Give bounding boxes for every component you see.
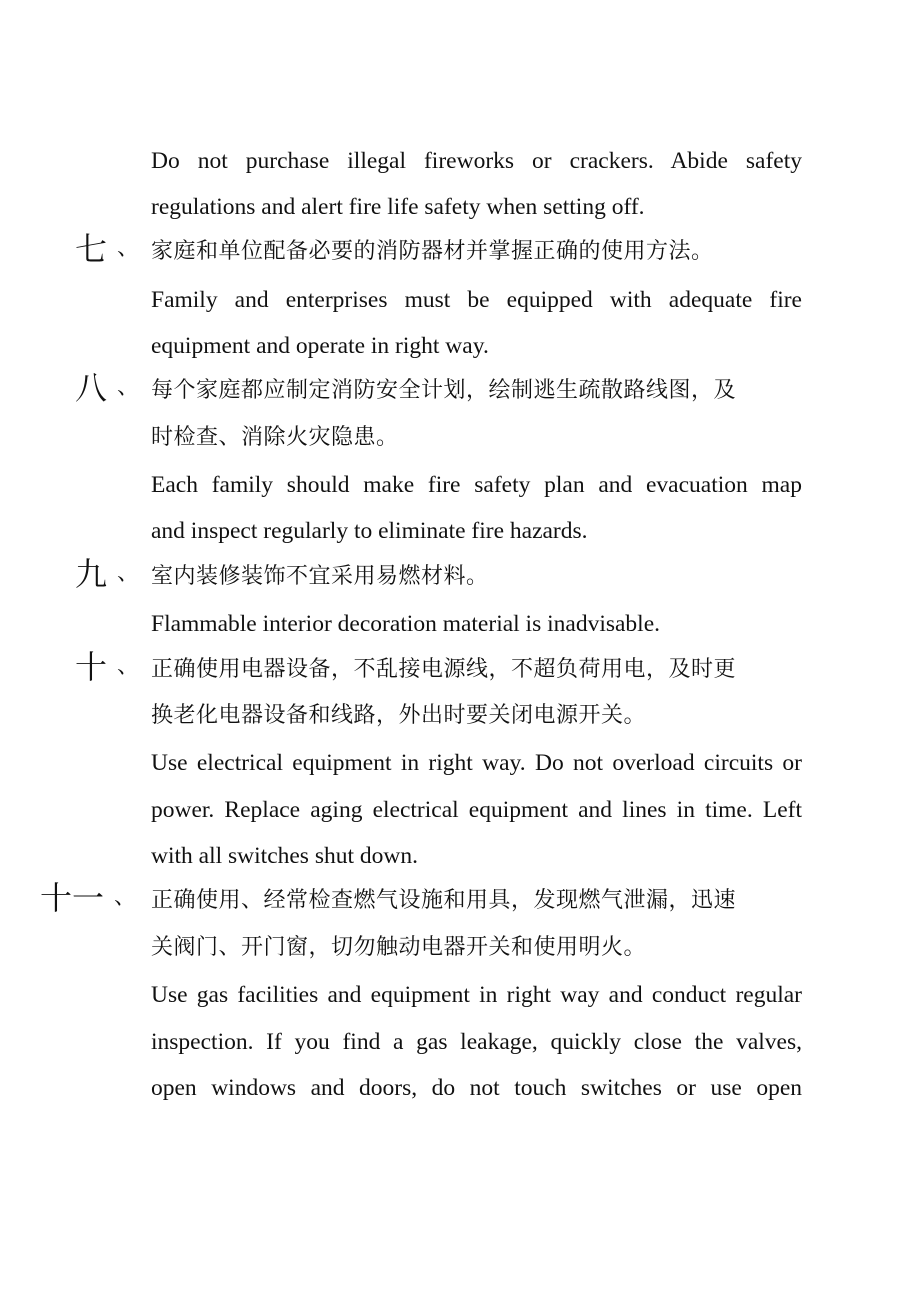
item-8-zh-line-2: 时检查、消除火灾隐患。: [151, 425, 399, 450]
item-0-en-line-2: regulations and alert fire life safety when setting off.: [151, 194, 645, 220]
item-number-9: [75, 557, 139, 591]
item-8-en-line-2: and inspect regularly to eliminate fire hazards.: [151, 518, 588, 544]
item-number-11: [40, 881, 136, 915]
item-11-zh-line-1: 正确使用、经常检查燃气设施和用具，发现燃气泄漏，迅速: [151, 888, 737, 913]
item-10-en-line-1: Use electrical equipment in right way. Do not overload circuits or: [151, 750, 802, 776]
item-11-zh-line-2: 关阀门、开门窗，切勿触动电器开关和使用明火。: [151, 935, 647, 960]
item-number-8-text: 八: [75, 369, 108, 407]
item-number-7-mark: 、: [117, 236, 140, 261]
item-number-11-mark: 、: [114, 885, 137, 910]
item-9-en-line-1: Flammable interior decoration material is inadvisable.: [151, 611, 661, 637]
item-10-zh-line-1: 正确使用电器设备，不乱接电源线，不超负荷用电，及时更: [151, 657, 737, 682]
item-8-zh-line-1: 每个家庭都应制定消防安全计划，绘制逃生疏散路线图，及: [151, 378, 737, 403]
item-number-10-mark: 、: [117, 654, 140, 679]
item-number-9-mark: 、: [117, 561, 140, 586]
item-number-8-mark: 、: [117, 375, 140, 400]
item-10-en-line-3: with all switches shut down.: [151, 843, 418, 869]
item-number-7: [75, 232, 139, 266]
item-0-en-line-1: Do not purchase illegal fireworks or crackers. Abide safety: [151, 148, 802, 174]
item-9-zh-line-1: 室内装修装饰不宜采用易燃材料。: [151, 564, 489, 589]
item-11-en-line-3: open windows and doors, do not touch switches or use open: [151, 1075, 802, 1101]
item-number-11-text: 十一: [40, 879, 105, 917]
item-8-en-line-1: Each family should make fire safety plan and evacuation map: [151, 472, 802, 498]
item-number-10-text: 十: [75, 648, 108, 686]
item-7-en-line-2: equipment and operate in right way.: [151, 333, 489, 359]
item-11-en-line-1: Use gas facilities and equipment in right way and conduct regular: [151, 982, 802, 1008]
item-number-8: [75, 371, 139, 405]
item-7-en-line-1: Family and enterprises must be equipped with adequate fire: [151, 287, 802, 313]
item-10-zh-line-2: 换老化电器设备和线路，外出时要关闭电源开关。: [151, 703, 647, 728]
item-7-zh-line-1: 家庭和单位配备必要的消防器材并掌握正确的使用方法。: [151, 239, 714, 264]
item-number-7-text: 七: [75, 230, 108, 268]
item-number-9-text: 九: [75, 555, 108, 593]
item-10-en-line-2: power. Replace aging electrical equipment and lines in time. Left: [151, 797, 802, 823]
item-11-en-line-2: inspection. If you find a gas leakage, quickly close the valves,: [151, 1029, 802, 1055]
item-number-10: [75, 650, 139, 684]
